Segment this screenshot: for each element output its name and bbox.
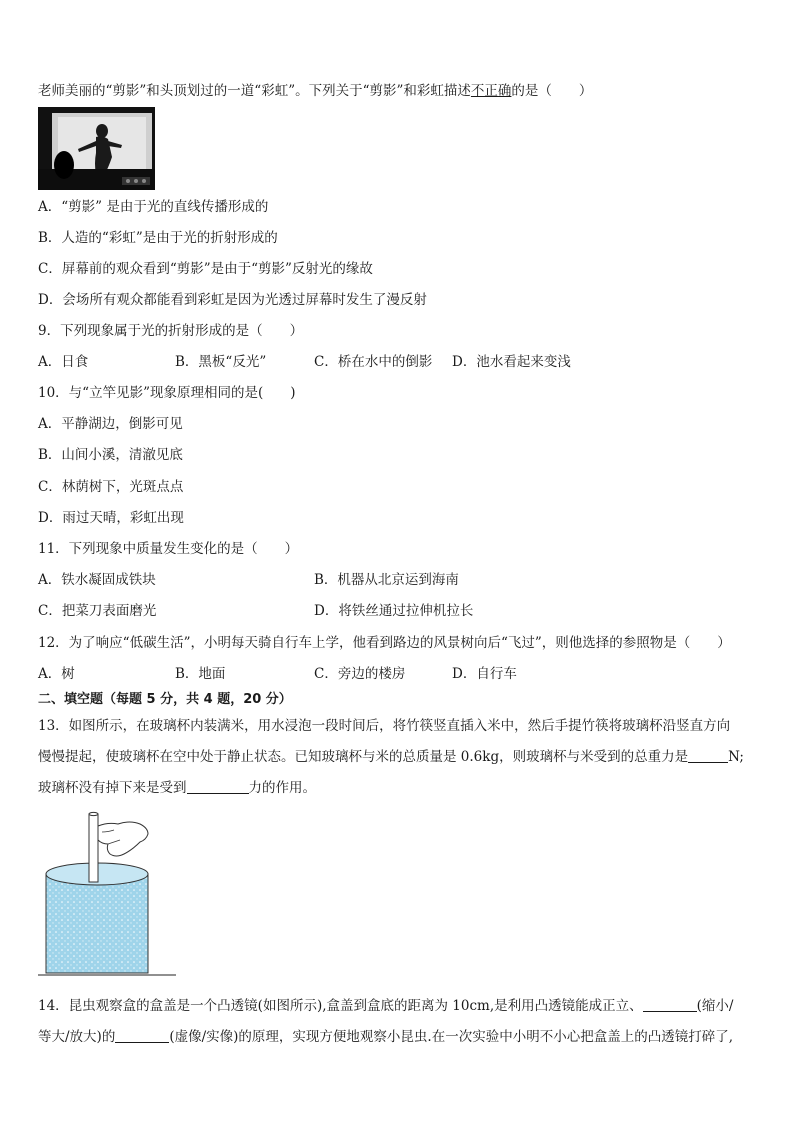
q13-line-3 [38,778,316,798]
q13-line-1: 13．如图所示，在玻璃杯内装满米，用水浸泡一段时间后，将竹筷竖直插入米中，然后手提竹筷将玻璃杯沿竖直方向 [38,718,731,734]
q8-option-c: C．屏幕前的观众看到“剪影”是由于“剪影”反射光的缘故 [38,261,373,277]
q13-line-3-tail: 力的作用。 [248,780,316,796]
q11-option-c: C．把菜刀表面磨光 [38,603,157,619]
silhouette-photo-graphic [38,107,155,190]
q13-force-blank[interactable] [187,779,249,794]
q10-option-c: C．林荫树下，光斑点点 [38,479,184,495]
q14-line-1-tail: (缩小/ [696,998,734,1014]
q10-option-b: B．山间小溪，清澈见底 [38,447,183,463]
q9-option-d: D．池水看起来变浅 [452,354,571,370]
rice-glass-figure [36,810,178,978]
q8-stem-pre: 老师美丽的“剪影”和头顶划过的一道“彩虹”。下列关于“剪影”和彩虹描述 [38,83,471,99]
q10-option-a: A．平静湖边，倒影可见 [38,416,183,432]
q14-line-2-tail: (虚像/实像)的原理，实现方便地观察小昆虫.在一次实验中小明不小心把盒盖上的凸透镜打碎了, [169,1029,733,1045]
q9-stem: 9．下列现象属于光的折射形成的是（ ） [38,323,304,339]
q12-stem: 12．为了响应“低碳生活”，小明每天骑自行车上学，他看到路边的风景树向后“飞过”，则他选择的参照物是（ ） [38,635,731,651]
q9-option-b: B．黑板“反光” [175,354,267,370]
q10-option-d: D．雨过天晴，彩虹出现 [38,510,184,526]
q14-line-2-text: 等大/放大)的 [38,1029,116,1045]
q13-gravity-blank[interactable] [688,748,728,763]
q11-option-b: B．机器从北京运到海南 [314,572,459,588]
q8-option-d: D．会场所有观众都能看到彩虹是因为光透过屏幕时发生了漫反射 [38,292,427,308]
q14-line-1 [38,996,733,1016]
q8-stem-underlined: 不正确 [470,83,512,99]
q8-stem [38,81,592,101]
q13-line-2-unit: N; [728,749,744,765]
silhouette-photo [38,107,155,190]
q12-option-b: B．地面 [175,666,226,682]
section-2-title: 二、填空题（每题 5 分，共 4 题，20 分） [38,692,292,707]
q12-option-d: D．自行车 [452,666,517,682]
q14-line-2 [38,1027,733,1047]
q12-option-c: C．旁边的楼房 [314,666,406,682]
q9-option-c: C．桥在水中的倒影 [314,354,433,370]
rice-glass-graphic [36,810,178,978]
q13-line-3-text: 玻璃杯没有掉下来是受到 [38,780,187,796]
q11-stem: 11．下列现象中质量发生变化的是（ ） [38,541,299,557]
q14-image-type-blank[interactable] [115,1028,169,1043]
q14-line-1-text: 14．昆虫观察盒的盒盖是一个凸透镜(如图所示),盒盖到盒底的距离为 10cm,是利用凸透镜能成正立、 [38,998,643,1014]
q14-size-blank[interactable] [643,997,697,1012]
q9-option-a: A．日食 [38,354,89,370]
q8-stem-post: 的是（ ） [511,83,593,99]
q11-option-a: A．铁水凝固成铁块 [38,572,156,588]
q12-option-a: A．树 [38,666,75,682]
q11-option-d: D．将铁丝通过拉伸机拉长 [314,603,474,619]
q8-option-b: B．人造的“彩虹”是由于光的折射形成的 [38,230,278,246]
q13-line-2 [38,747,744,767]
q13-line-2-text: 慢慢提起，使玻璃杯在空中处于静止状态。已知玻璃杯与米的总质量是 0.6kg，则玻璃杯与米受到的总重力是 [38,749,689,765]
q8-option-a: A．“剪影” 是由于光的直线传播形成的 [38,199,269,215]
q10-stem: 10．与“立竿见影”现象原理相同的是( ) [38,385,296,401]
